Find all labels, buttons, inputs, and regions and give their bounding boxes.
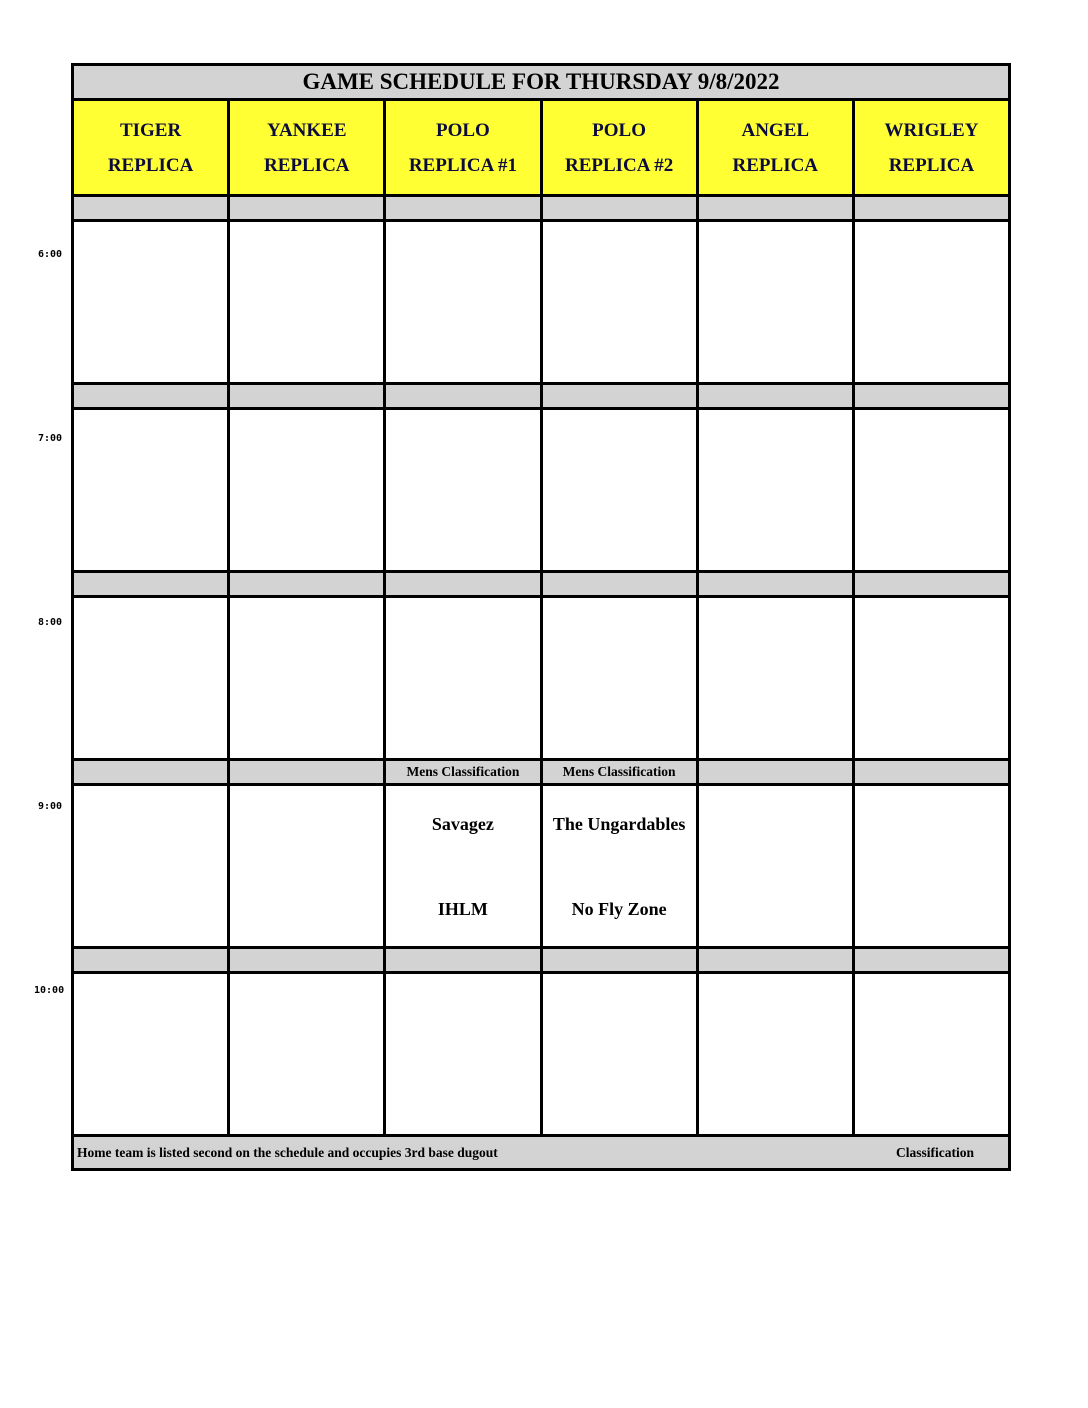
classification-cell <box>386 197 542 219</box>
game-cell <box>699 974 855 1134</box>
classification-cell <box>855 761 1008 783</box>
game-cell <box>74 598 230 758</box>
classification-cell <box>699 761 855 783</box>
game-cell <box>855 974 1008 1134</box>
home-team: IHLM <box>437 899 488 919</box>
field-header-tiger: TIGER REPLICA <box>74 101 230 194</box>
game-cell <box>699 222 855 382</box>
classification-cell <box>543 949 699 971</box>
classification-cell <box>855 197 1008 219</box>
game-cell <box>543 786 699 946</box>
game-row <box>74 786 1008 949</box>
classification-cell <box>230 949 386 971</box>
game-cell <box>855 222 1008 382</box>
game-cell <box>855 786 1008 946</box>
classification-row <box>74 197 1008 222</box>
schedule-title: GAME SCHEDULE FOR THURSDAY 9/8/2022 <box>74 66 1008 101</box>
classification-cell <box>74 761 230 783</box>
game-cell <box>230 410 386 570</box>
classification-cell <box>230 385 386 407</box>
classification-cell <box>74 385 230 407</box>
schedule-table <box>71 63 1011 1171</box>
classification-cell <box>230 761 386 783</box>
classification-cell: Mens Classification <box>543 761 699 783</box>
field-header-yankee: YANKEE REPLICA <box>230 101 386 194</box>
classification-cell <box>543 385 699 407</box>
field-header-wrigley: WRIGLEY REPLICA <box>884 119 979 176</box>
classification-cell <box>543 573 699 595</box>
classification-row <box>74 385 1008 410</box>
schedule-footer <box>74 1137 1008 1168</box>
classification-cell <box>699 385 855 407</box>
game-cell <box>386 974 542 1134</box>
footer-note: Home team is listed second on the schedule and occupies 3rd base dugout <box>77 1144 498 1160</box>
game-cell <box>543 598 699 758</box>
game-cell <box>386 410 542 570</box>
game-row <box>74 222 1008 385</box>
game-cell <box>230 598 386 758</box>
time-label: 9:00 <box>38 801 63 812</box>
field-header-polo-1: POLO REPLICA #1 <box>386 101 542 194</box>
classification-cell <box>386 573 542 595</box>
classification-cell <box>230 573 386 595</box>
game-cell <box>699 598 855 758</box>
game-cell <box>855 598 1008 758</box>
classification-cell <box>855 949 1008 971</box>
game-cell <box>543 222 699 382</box>
game-cell <box>74 222 230 382</box>
classification-cell <box>74 197 230 219</box>
classification-cell <box>386 949 542 971</box>
game-cell <box>230 786 386 946</box>
classification-row <box>74 761 1008 786</box>
classification-row <box>74 949 1008 974</box>
classification-cell <box>855 573 1008 595</box>
field-header-polo-2: POLO REPLICA #2 <box>543 101 699 194</box>
classification-cell <box>74 573 230 595</box>
classification-cell <box>386 385 542 407</box>
game-cell <box>543 974 699 1134</box>
game-cell <box>699 410 855 570</box>
classification-cell: Mens Classification <box>386 761 542 783</box>
classification-cell <box>543 197 699 219</box>
game-cell <box>230 974 386 1134</box>
game-cell <box>543 410 699 570</box>
game-cell <box>74 786 230 946</box>
classification-cell <box>699 197 855 219</box>
classification-row <box>74 573 1008 598</box>
footer-classification: Classification <box>895 1144 974 1160</box>
game-row <box>74 598 1008 761</box>
game-cell <box>386 598 542 758</box>
home-team: No Fly Zone <box>571 899 667 919</box>
game-cell <box>855 410 1008 570</box>
game-cell <box>386 222 542 382</box>
classification-cell <box>230 197 386 219</box>
time-label: 6:00 <box>38 249 63 260</box>
time-label: 10:00 <box>34 985 65 996</box>
time-label: 7:00 <box>38 433 63 444</box>
game-row <box>74 974 1008 1137</box>
visitor-team: The Ungardables <box>552 814 686 834</box>
time-label: 8:00 <box>38 617 63 628</box>
classification-cell <box>855 385 1008 407</box>
game-cell <box>230 222 386 382</box>
field-header-angel: ANGEL REPLICA <box>699 101 855 194</box>
game-row <box>74 410 1008 573</box>
game-cell <box>74 974 230 1134</box>
game-cell <box>699 786 855 946</box>
classification-cell <box>74 949 230 971</box>
game-cell <box>386 786 542 946</box>
classification-cell <box>699 573 855 595</box>
field-header-row <box>74 101 1008 197</box>
game-cell <box>74 410 230 570</box>
classification-cell <box>699 949 855 971</box>
visitor-team: Savagez <box>431 814 494 834</box>
